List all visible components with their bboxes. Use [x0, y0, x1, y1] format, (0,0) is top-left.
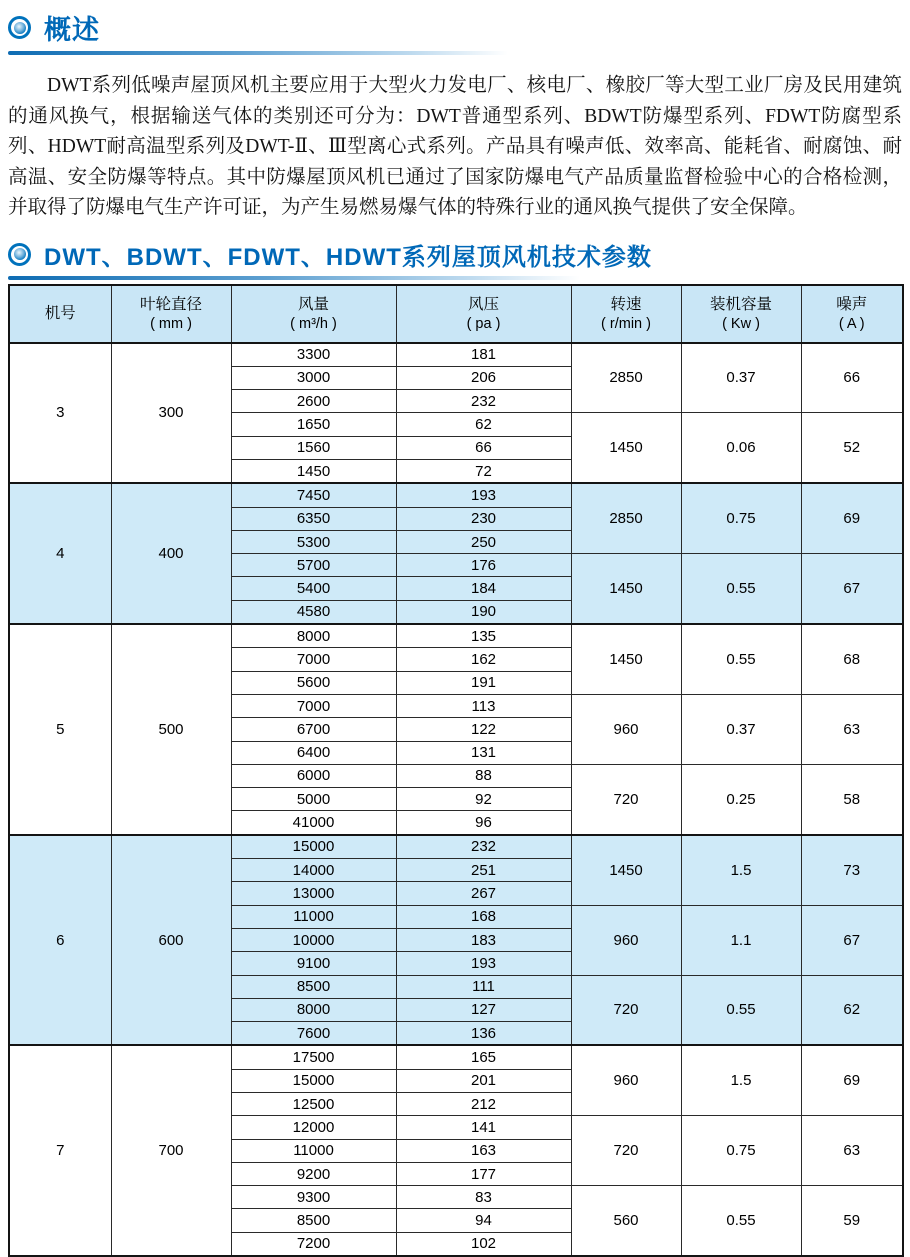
cell-airflow: 6000	[231, 764, 396, 787]
cell-airflow: 8500	[231, 975, 396, 998]
cell-airflow: 5000	[231, 788, 396, 811]
cell-pressure: 94	[396, 1209, 571, 1232]
cell-airflow: 6700	[231, 718, 396, 741]
cell-airflow: 1560	[231, 436, 396, 459]
cell-pressure: 131	[396, 741, 571, 764]
cell-speed: 1450	[571, 554, 681, 624]
cell-speed: 2850	[571, 483, 681, 553]
cell-pressure: 183	[396, 928, 571, 951]
cell-speed: 1450	[571, 413, 681, 483]
cell-diameter: 600	[111, 835, 231, 1046]
cell-pressure: 206	[396, 366, 571, 389]
cell-model: 3	[9, 343, 111, 484]
cell-pressure: 177	[396, 1162, 571, 1185]
cell-airflow: 10000	[231, 928, 396, 951]
cell-speed: 720	[571, 975, 681, 1045]
cell-speed: 960	[571, 1045, 681, 1115]
cell-diameter: 300	[111, 343, 231, 484]
cell-airflow: 11000	[231, 905, 396, 928]
cell-noise: 58	[801, 764, 903, 834]
cell-pressure: 184	[396, 577, 571, 600]
cell-diameter: 400	[111, 483, 231, 624]
cell-airflow: 12500	[231, 1093, 396, 1116]
cell-pressure: 111	[396, 975, 571, 998]
cell-power: 0.75	[681, 1116, 801, 1186]
cell-noise: 73	[801, 835, 903, 905]
cell-power: 0.37	[681, 343, 801, 413]
cell-pressure: 122	[396, 718, 571, 741]
cell-power: 0.37	[681, 694, 801, 764]
cell-power: 0.55	[681, 624, 801, 694]
cell-pressure: 127	[396, 998, 571, 1021]
cell-power: 0.06	[681, 413, 801, 483]
cell-airflow: 6350	[231, 507, 396, 530]
column-header-noise: 噪声 ( A )	[801, 285, 903, 343]
cell-power: 0.55	[681, 975, 801, 1045]
cell-pressure: 62	[396, 413, 571, 436]
cell-airflow: 7000	[231, 648, 396, 671]
cell-airflow: 15000	[231, 835, 396, 859]
cell-pressure: 92	[396, 788, 571, 811]
intro-paragraph: DWT系列低噪声屋顶风机主要应用于大型火力发电厂、核电厂、橡胶厂等大型工业厂房及民用建筑的通风换气，根据输送气体的类别还可分为：DWT普通型系列、BDWT防爆型系列、FDWT防腐型系列、HDWT耐高温型系列及DWT-Ⅱ、Ⅲ型离心式系列。产品具有噪声低、效率高、能耗省、耐腐蚀、耐高温、安全防爆等特点。其中防爆屋顶风机已通过了国家防爆电气产品质量监督检验中心的合格检测，并取得了防爆电气生产许可证，为产生易燃易爆气体的特殊行业的通风换气提供了安全保障。	[8, 71, 902, 224]
cell-airflow: 12000	[231, 1116, 396, 1139]
cell-pressure: 88	[396, 764, 571, 787]
spec-table-body	[9, 343, 903, 1257]
cell-noise: 63	[801, 1116, 903, 1186]
cell-speed: 2850	[571, 343, 681, 413]
cell-pressure: 267	[396, 882, 571, 905]
overview-section-heading	[8, 8, 902, 47]
cell-speed: 560	[571, 1186, 681, 1256]
cell-pressure: 102	[396, 1232, 571, 1256]
cell-power: 1.1	[681, 905, 801, 975]
cell-pressure: 141	[396, 1116, 571, 1139]
cell-noise: 62	[801, 975, 903, 1045]
cell-diameter: 500	[111, 624, 231, 835]
cell-model: 7	[9, 1045, 111, 1256]
cell-airflow: 4580	[231, 600, 396, 624]
cell-power: 0.25	[681, 764, 801, 834]
cell-pressure: 181	[396, 343, 571, 367]
specs-title: DWT、BDWT、FDWT、HDWT系列屋顶风机技术参数	[44, 237, 652, 272]
table-row	[9, 1045, 903, 1069]
column-header-airflow: 风量 ( m³/h )	[231, 285, 396, 343]
table-row	[9, 624, 903, 648]
cell-power: 1.5	[681, 835, 801, 905]
cell-airflow: 7200	[231, 1232, 396, 1256]
cell-airflow: 6400	[231, 741, 396, 764]
cell-pressure: 251	[396, 859, 571, 882]
cell-power: 1.5	[681, 1045, 801, 1115]
cell-airflow: 5400	[231, 577, 396, 600]
cell-airflow: 2600	[231, 390, 396, 413]
cell-model: 5	[9, 624, 111, 835]
cell-pressure: 190	[396, 600, 571, 624]
heading-underline	[8, 276, 580, 280]
cell-airflow: 5600	[231, 671, 396, 694]
cell-airflow: 7600	[231, 1022, 396, 1046]
cell-pressure: 176	[396, 554, 571, 577]
cell-speed: 720	[571, 1116, 681, 1186]
cell-pressure: 193	[396, 952, 571, 975]
cell-speed: 720	[571, 764, 681, 834]
cell-power: 0.55	[681, 554, 801, 624]
table-row	[9, 343, 903, 367]
cell-airflow: 5300	[231, 530, 396, 553]
cell-power: 0.55	[681, 1186, 801, 1256]
section-bullet-icon	[8, 16, 31, 39]
spec-table-header-row	[9, 285, 903, 343]
cell-pressure: 168	[396, 905, 571, 928]
cell-noise: 69	[801, 1045, 903, 1115]
cell-noise: 68	[801, 624, 903, 694]
cell-noise: 67	[801, 554, 903, 624]
table-row	[9, 483, 903, 507]
cell-airflow: 14000	[231, 859, 396, 882]
cell-airflow: 7450	[231, 483, 396, 507]
cell-airflow: 9200	[231, 1162, 396, 1185]
cell-diameter: 700	[111, 1045, 231, 1256]
cell-pressure: 250	[396, 530, 571, 553]
cell-pressure: 135	[396, 624, 571, 648]
column-header-model: 机号	[9, 285, 111, 343]
cell-pressure: 66	[396, 436, 571, 459]
cell-pressure: 232	[396, 835, 571, 859]
cell-noise: 66	[801, 343, 903, 413]
cell-noise: 63	[801, 694, 903, 764]
cell-airflow: 3000	[231, 366, 396, 389]
cell-airflow: 9100	[231, 952, 396, 975]
cell-noise: 67	[801, 905, 903, 975]
cell-pressure: 72	[396, 459, 571, 483]
cell-airflow: 41000	[231, 811, 396, 835]
cell-airflow: 8500	[231, 1209, 396, 1232]
cell-pressure: 162	[396, 648, 571, 671]
column-header-speed: 转速 ( r/min )	[571, 285, 681, 343]
cell-airflow: 1650	[231, 413, 396, 436]
cell-pressure: 83	[396, 1186, 571, 1209]
cell-noise: 69	[801, 483, 903, 553]
specs-section-heading	[8, 237, 902, 272]
cell-airflow: 17500	[231, 1045, 396, 1069]
cell-airflow: 5700	[231, 554, 396, 577]
cell-airflow: 15000	[231, 1069, 396, 1092]
cell-noise: 59	[801, 1186, 903, 1256]
spec-table	[8, 284, 904, 1257]
heading-underline	[8, 51, 508, 55]
cell-pressure: 201	[396, 1069, 571, 1092]
cell-pressure: 113	[396, 694, 571, 717]
cell-model: 4	[9, 483, 111, 624]
cell-model: 6	[9, 835, 111, 1046]
cell-pressure: 212	[396, 1093, 571, 1116]
cell-speed: 960	[571, 694, 681, 764]
cell-airflow: 8000	[231, 624, 396, 648]
cell-pressure: 163	[396, 1139, 571, 1162]
section-bullet-icon	[8, 243, 31, 266]
cell-pressure: 193	[396, 483, 571, 507]
cell-pressure: 230	[396, 507, 571, 530]
cell-speed: 960	[571, 905, 681, 975]
cell-pressure: 232	[396, 390, 571, 413]
overview-title: 概述	[44, 8, 100, 47]
column-header-pressure: 风压 ( pa )	[396, 285, 571, 343]
cell-airflow: 11000	[231, 1139, 396, 1162]
cell-speed: 1450	[571, 835, 681, 905]
cell-noise: 52	[801, 413, 903, 483]
column-header-power: 装机容量 ( Kw )	[681, 285, 801, 343]
cell-pressure: 96	[396, 811, 571, 835]
column-header-diameter: 叶轮直径 ( mm )	[111, 285, 231, 343]
cell-airflow: 8000	[231, 998, 396, 1021]
cell-airflow: 3300	[231, 343, 396, 367]
cell-speed: 1450	[571, 624, 681, 694]
cell-pressure: 136	[396, 1022, 571, 1046]
cell-airflow: 7000	[231, 694, 396, 717]
cell-airflow: 9300	[231, 1186, 396, 1209]
cell-power: 0.75	[681, 483, 801, 553]
cell-pressure: 165	[396, 1045, 571, 1069]
cell-airflow: 13000	[231, 882, 396, 905]
cell-airflow: 1450	[231, 459, 396, 483]
cell-pressure: 191	[396, 671, 571, 694]
table-row	[9, 835, 903, 859]
